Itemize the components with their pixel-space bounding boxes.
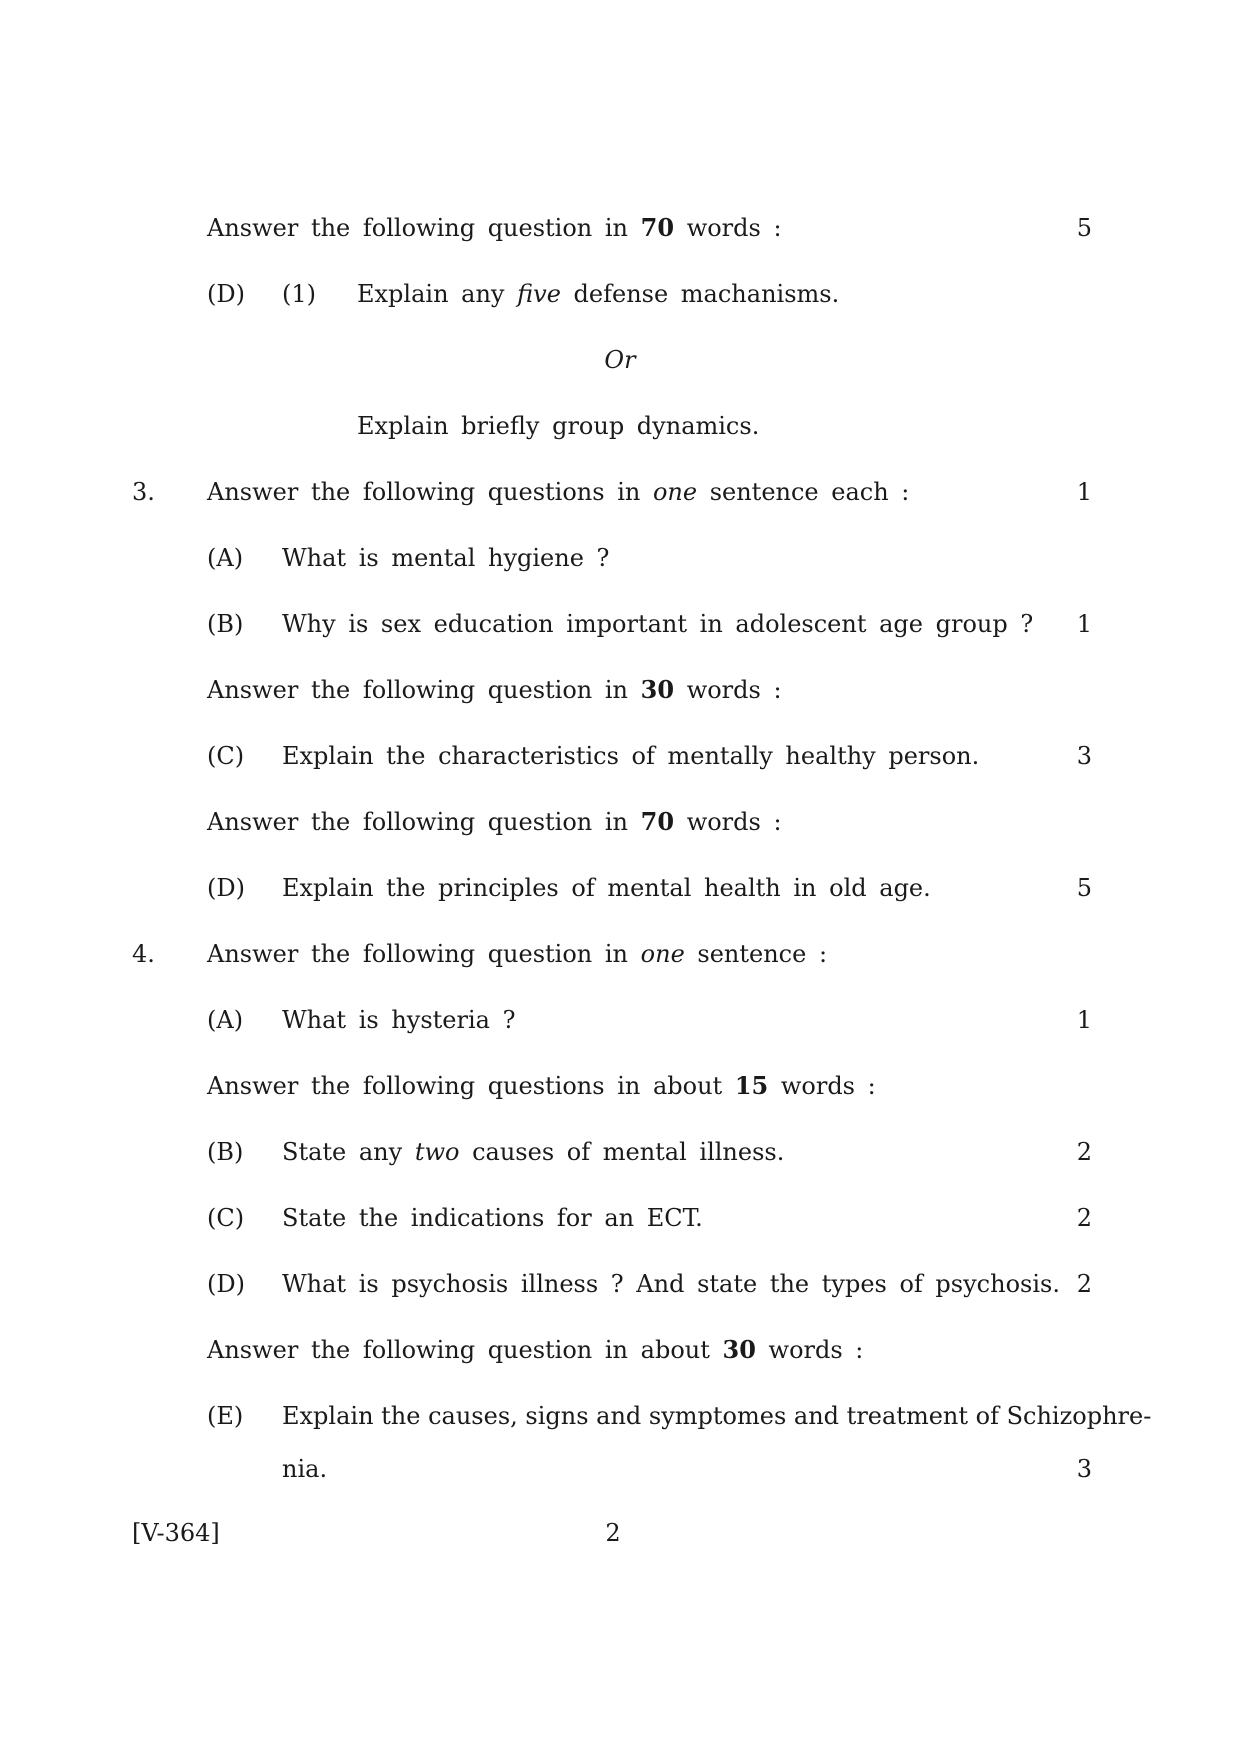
question-text-continued: nia. bbox=[282, 1455, 328, 1483]
word-count: 70 bbox=[640, 213, 675, 242]
paper-code: [V-364] bbox=[132, 1519, 220, 1547]
marks: 1 bbox=[1076, 478, 1092, 506]
question-text: Explain the principles of mental health in old age. bbox=[282, 874, 931, 902]
instruction-text: Answer the following question in bbox=[207, 940, 641, 968]
question-2d-alternative bbox=[0, 406, 1240, 446]
instruction-text: Answer the following question in about bbox=[207, 1336, 723, 1364]
question-4-instruction-2 bbox=[0, 1066, 1240, 1106]
question-text-end: causes of mental illness. bbox=[459, 1138, 785, 1166]
instruction-text: Answer the following question in bbox=[207, 808, 641, 836]
question-number: 4. bbox=[132, 940, 155, 968]
marks: 3 bbox=[1076, 1455, 1092, 1483]
marks: 1 bbox=[1076, 1006, 1092, 1034]
or-divider bbox=[0, 340, 1240, 380]
instruction-text: Answer the following question in bbox=[207, 676, 641, 704]
question-2d bbox=[0, 274, 1240, 314]
marks: 5 bbox=[1076, 214, 1092, 242]
word-count: 30 bbox=[722, 1335, 756, 1364]
emphasis: one bbox=[652, 478, 698, 506]
emphasis: two bbox=[414, 1138, 460, 1166]
question-label: (A) bbox=[207, 1006, 244, 1034]
question-text: Explain the causes, signs and symptomes and treatment of Schizophre- bbox=[282, 1402, 1152, 1430]
question-label: (D) bbox=[207, 1270, 245, 1298]
question-text: What is hysteria ? bbox=[282, 1006, 516, 1034]
question-4c bbox=[0, 1198, 1240, 1238]
question-3a bbox=[0, 538, 1240, 578]
instruction-text-end: words : bbox=[768, 1072, 876, 1100]
question-label: (A) bbox=[207, 544, 244, 572]
marks: 2 bbox=[1076, 1270, 1092, 1298]
word-count: 15 bbox=[734, 1071, 769, 1100]
question-label: (C) bbox=[207, 742, 245, 770]
instruction-text: Answer the following question in bbox=[207, 214, 641, 242]
question-4e bbox=[0, 1396, 1240, 1436]
question-label: (D) bbox=[207, 874, 245, 902]
question-text: Explain the characteristics of mentally healthy person. bbox=[282, 742, 980, 770]
question-3d bbox=[0, 868, 1240, 908]
question-4d bbox=[0, 1264, 1240, 1304]
question-text: State the indications for an ECT. bbox=[282, 1204, 703, 1232]
word-count: 30 bbox=[640, 675, 675, 704]
question-label: (C) bbox=[207, 1204, 245, 1232]
instruction-text-end: words : bbox=[674, 808, 782, 836]
marks: 1 bbox=[1076, 610, 1092, 638]
question-4-instruction bbox=[0, 934, 1240, 974]
question-text: What is mental hygiene ? bbox=[282, 544, 610, 572]
marks: 2 bbox=[1076, 1204, 1092, 1232]
question-label: (E) bbox=[207, 1402, 244, 1430]
question-4a bbox=[0, 1000, 1240, 1040]
instruction-text: Answer the following questions in about bbox=[207, 1072, 735, 1100]
question-number: 3. bbox=[132, 478, 155, 506]
marks: 3 bbox=[1076, 742, 1092, 770]
emphasis: five bbox=[517, 280, 561, 308]
or-text: Or bbox=[604, 346, 636, 374]
question-4-instruction-3 bbox=[0, 1330, 1240, 1370]
instruction-text-end: words : bbox=[755, 1336, 864, 1364]
question-label: (B) bbox=[207, 1138, 244, 1166]
question-text: Explain any bbox=[357, 280, 518, 308]
question-3-instruction-2 bbox=[0, 670, 1240, 710]
page-footer bbox=[0, 1513, 1240, 1553]
question-4b bbox=[0, 1132, 1240, 1172]
instruction-text-end: sentence : bbox=[684, 940, 828, 968]
question-text: Explain briefly group dynamics. bbox=[357, 412, 760, 440]
question-3-instruction bbox=[0, 472, 1240, 512]
marks: 2 bbox=[1076, 1138, 1092, 1166]
question-label: (D) bbox=[207, 280, 245, 308]
question-text: What is psychosis illness ? And state the types of psychosis. bbox=[282, 1270, 1060, 1298]
sub-label: (1) bbox=[282, 280, 316, 308]
instruction-text-end: sentence each : bbox=[697, 478, 910, 506]
question-text-end: defense machanisms. bbox=[560, 280, 840, 308]
page-number: 2 bbox=[605, 1519, 621, 1547]
instruction-text-end: words : bbox=[674, 214, 782, 242]
word-count: 70 bbox=[640, 807, 675, 836]
question-4e-continued bbox=[0, 1449, 1240, 1489]
question-text: Why is sex education important in adolescent age group ? bbox=[282, 610, 1034, 638]
question-3-instruction-3 bbox=[0, 802, 1240, 842]
question-label: (B) bbox=[207, 610, 244, 638]
instruction-2d bbox=[0, 208, 1240, 248]
emphasis: one bbox=[640, 940, 685, 968]
question-3c bbox=[0, 736, 1240, 776]
instruction-text-end: words : bbox=[674, 676, 782, 704]
question-text: State any bbox=[282, 1138, 415, 1166]
instruction-text: Answer the following questions in bbox=[207, 478, 653, 506]
marks: 5 bbox=[1076, 874, 1092, 902]
question-3b bbox=[0, 604, 1240, 644]
